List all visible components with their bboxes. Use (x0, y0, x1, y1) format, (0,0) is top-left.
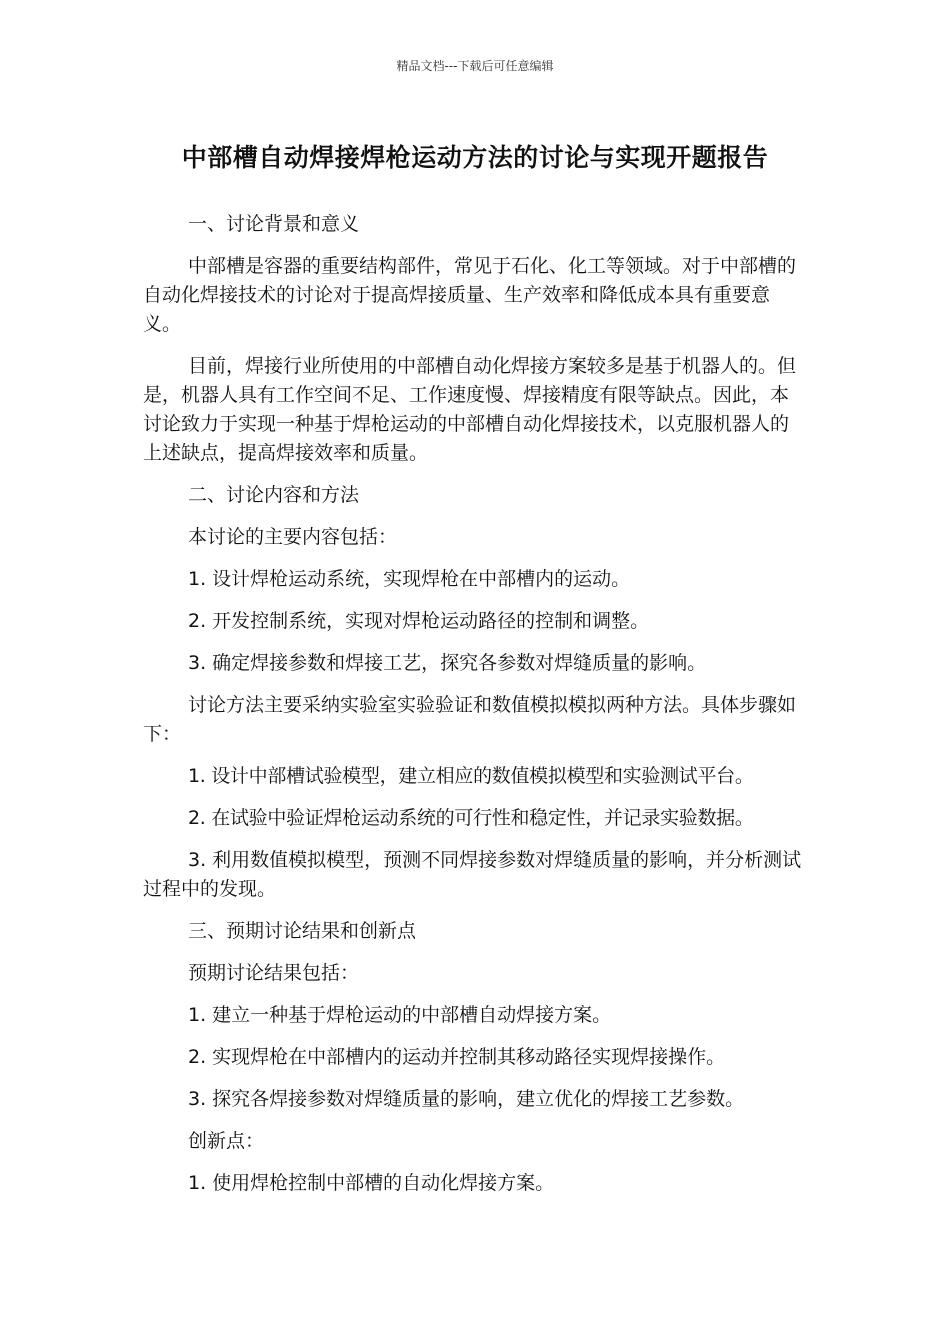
list-item-results-1: 1. 建立一种基于焊枪运动的中部槽自动焊接方案。 (188, 1004, 612, 1026)
paragraph-background-2: 目前，焊接行业所使用的中部槽自动化焊接方案较多是基于机器人的。但是，机器人具有工作空间不足、工作速度慢、焊接精度有限等缺点。因此，本讨论致力于实现一种基于焊枪运动的中部槽自动化焊接技术，以克服机器人的上述缺点，提高焊接效率和质量。 (143, 355, 797, 464)
list-item-method-3: 3. 利用数值模拟模型，预测不同焊接参数对焊缝质量的影响，并分析测试过程中的发现。 (143, 849, 802, 900)
section-heading-background: 一、讨论背景和意义 (188, 213, 360, 235)
paragraph-background-1: 中部槽是容器的重要结构部件，常见于石化、化工等领域。对于中部槽的自动化焊接技术的讨论对于提高焊接质量、生产效率和降低成本具有重要意义。 (143, 255, 797, 335)
document-title: 中部槽自动焊接焊枪运动方法的讨论与实现开题报告 (181, 143, 769, 172)
list-item-results-2: 2. 实现焊枪在中部槽内的运动并控制其移动路径实现焊接操作。 (188, 1046, 726, 1068)
paragraph-innovation-intro: 创新点： (188, 1130, 265, 1152)
header-note: 精品文档---下载后可任意编辑 (396, 59, 554, 73)
list-item-method-2: 2. 在试验中验证焊枪运动系统的可行性和稳定性，并记录实验数据。 (188, 807, 754, 829)
list-item-content-1: 1. 设计焊枪运动系统，实现焊枪在中部槽内的运动。 (188, 568, 631, 590)
paragraph-method-intro: 讨论方法主要采纳实验室实验验证和数值模拟模拟两种方法。具体步骤如下： (143, 694, 797, 745)
list-item-method-1: 1. 设计中部槽试验模型，建立相应的数值模拟模型和实验测试平台。 (188, 765, 754, 787)
list-item-content-3: 3. 确定焊接参数和焊接工艺，探究各参数对焊缝质量的影响。 (188, 652, 707, 674)
paragraph-results-intro: 预期讨论结果包括： (188, 962, 360, 984)
section-heading-results-innovation: 三、预期讨论结果和创新点 (188, 920, 417, 942)
paragraph-content-intro: 本讨论的主要内容包括： (188, 526, 398, 548)
list-item-results-3: 3. 探究各焊接参数对焊缝质量的影响，建立优化的焊接工艺参数。 (188, 1088, 745, 1110)
section-heading-content-method: 二、讨论内容和方法 (188, 484, 360, 506)
list-item-content-2: 2. 开发控制系统，实现对焊枪运动路径的控制和调整。 (188, 610, 650, 632)
list-item-innovation-1: 1. 使用焊枪控制中部槽的自动化焊接方案。 (188, 1172, 555, 1194)
document-body (143, 210, 807, 1211)
